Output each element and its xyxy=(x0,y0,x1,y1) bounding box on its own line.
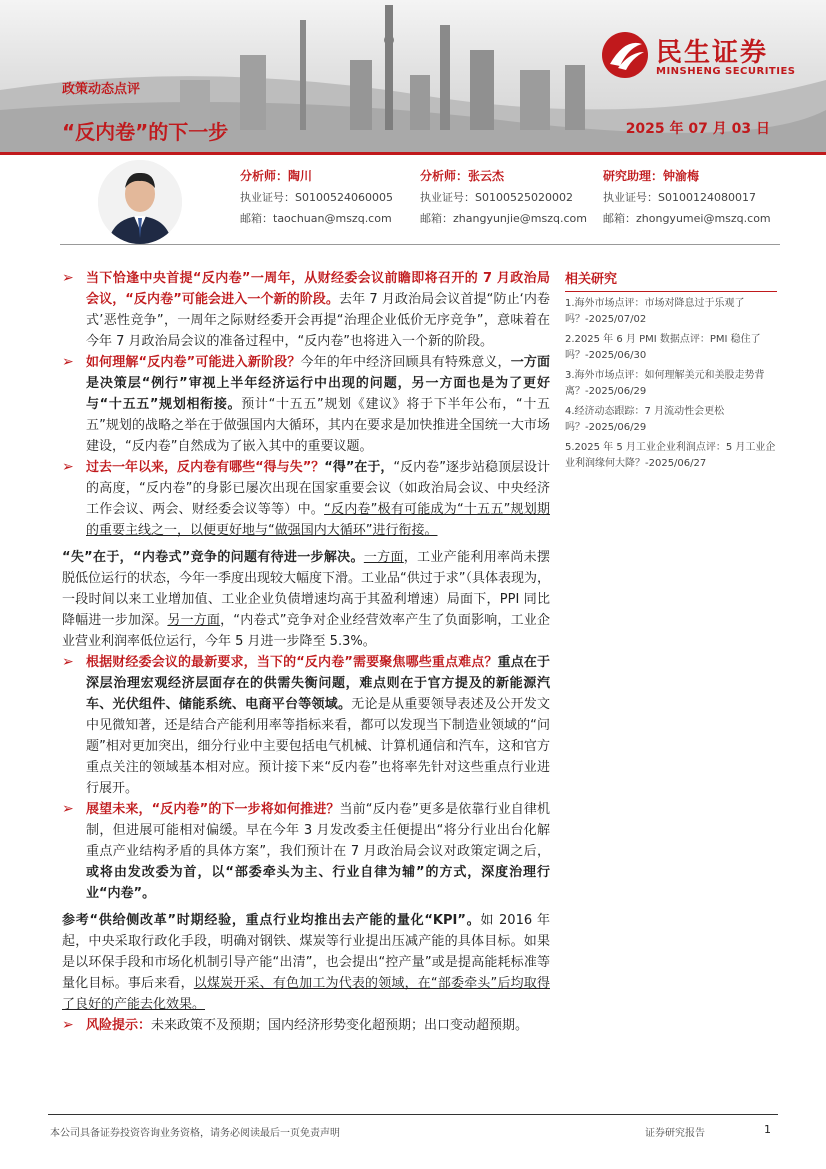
related-item[interactable]: 3.海外市场点评：如何理解美元和美股走势背离？-2025/06/29 xyxy=(565,370,765,397)
related-research xyxy=(565,268,777,476)
company-logo xyxy=(600,30,810,82)
logo-chinese: 民生证券 xyxy=(656,38,769,68)
analyst-name: 研究助理：钟渝梅 xyxy=(603,169,700,183)
minsheng-logo-icon xyxy=(600,30,650,80)
bullet-arrow-icon: ➢ xyxy=(62,354,74,370)
bullet-arrow-icon: ➢ xyxy=(62,1017,74,1033)
footer-divider xyxy=(48,1114,778,1115)
paragraph-risk: ➢ 风险提示：未来政策不及预期；国内经济形势变化超预期；出口变动超预期。 xyxy=(62,1015,550,1036)
report-body xyxy=(62,268,550,1036)
related-item[interactable]: 5.2025 年 5 月工业企业利润点评：5 月工业企业利润缘何大降？-2025/06/27 xyxy=(565,442,776,469)
paragraph-7: 参考“供给侧改革”时期经验，重点行业均推出去产能的量化“KPI”。如 2016 年起，中央采取行政化手段，明确对钢铁、煤炭等行业提出压减产能的具体目标。如果是以环保手段和市场化机制引导产能“出清”，也会提出“控产量”或是提高能耗标准等量化目标。事后来看，以煤炭开采、有色加工为代表的领域，在“部委牵头”后均取得了良好的产能去化效果。 xyxy=(62,913,550,1012)
analyst-divider xyxy=(60,244,780,245)
header-divider xyxy=(0,152,826,155)
report-category: 政策动态点评 xyxy=(62,82,141,97)
paragraph-6: ➢ 展望未来，“反内卷”的下一步将如何推进？当前“反内卷”更多是依靠行业自律机制，但进展可能相对偏缓。早在今年 3 月发改委主任便提出“将分行业出台化解重点产业结构矛盾的具体方案”，我们预计在 7 月政治局会议对政策定调之后，或将由发改委为首，以“部委牵头为主、行业自律为辅”的方式，深度治理行业“内卷”。 xyxy=(62,801,550,901)
related-research-heading: 相关研究 xyxy=(565,272,618,287)
analyst-2 xyxy=(420,166,587,229)
analyst-cert: 执业证号：S0100124080017 xyxy=(603,191,756,204)
logo-english: MINSHENG SECURITIES xyxy=(656,66,796,77)
analyst-email[interactable]: 邮箱：zhangyunjie@mszq.com xyxy=(420,212,587,225)
paragraph-5: ➢ 根据财经委会议的最新要求，当下的“反内卷”需要聚焦哪些重点难点？重点在于深层治理宏观经济层面存在的供需失衡问题，难点则在于官方提及的新能源汽车、光伏组件、储能系统、电商平台等领域。无论是从重要领导表述及公开发文中见微知著，还是结合产能利用率等指标来看，都可以发现当下制造业领域的“问题”相对更加突出，细分行业中主要包括电气机械、计算机通信和汽车，这和官方重点关注的领域基本相对应。预计接下来“反内卷”也将率先针对这些重点行业进行展开。 xyxy=(62,654,550,796)
related-item[interactable]: 2.2025 年 6 月 PMI 数据点评：PMI 稳住了吗？-2025/06/30 xyxy=(565,334,761,361)
analyst-name: 分析师：陶川 xyxy=(240,169,313,183)
report-title: “反内卷”的下一步 xyxy=(62,120,229,144)
footer-report-type: 证券研究报告 xyxy=(645,1128,705,1139)
paragraph-3: ➢ 过去一年以来，反内卷有哪些“得与失”？“得”在于，“反内卷”逐步站稳顶层设计的高度，“反内卷”的身影已屡次出现在国家重要会议（如政治局会议、中央经济工作会议、两会、财经委会议等等）中。“反内卷”极有可能成为“十五五”规划期的重要主线之一，以便更好地与“做强国内大循环”进行衔接。 xyxy=(62,459,550,538)
sidebar-divider xyxy=(565,291,777,292)
analyst-email[interactable]: 邮箱：zhongyumei@mszq.com xyxy=(603,212,771,225)
bullet-arrow-icon: ➢ xyxy=(62,801,74,817)
related-item[interactable]: 1.海外市场点评：市场对降息过于乐观了吗？-2025/07/02 xyxy=(565,298,745,325)
analyst-cert: 执业证号：S0100524060005 xyxy=(240,191,393,204)
analyst-3 xyxy=(603,166,771,229)
paragraph-1: ➢ 当下恰逢中央首提“反内卷”一周年，从财经委会议前瞻即将召开的 7 月政治局会议，“反内卷”可能会进入一个新的阶段。去年 7 月政治局会议首提“防止‘内卷式’恶性竞争”，一周年之际财经委开会再提“治理企业低价无序竞争”，意味着在今年 7 月政治局会议的准备过程中，“反内卷”也将进入一个新的阶段。 xyxy=(62,270,550,349)
paragraph-2: ➢ 如何理解“反内卷”可能进入新阶段？今年的年中经济回顾具有特殊意义，一方面是决策层“例行”审视上半年经济运行中出现的问题，另一方面也是为了更好与“十五五”规划相衔接。预计“十五五”规划《建议》将于下半年公布，“十五五”规划的战略之举在于做强国内大循环，其内在要求是加快推进全国统一大市场建设，“反内卷”自然成为了嵌入其中的重要议题。 xyxy=(62,354,550,454)
paragraph-4: “失”在于，“内卷式”竞争的问题有待进一步解决。一方面，工业产能利用率尚未摆脱低位运行的状态，今年一季度出现较大幅度下滑。工业品“供过于求”（具体表现为，一段时间以来工业增加值、工业企业负债增速均高于其盈利增速）局面下，PPI 同比降幅进一步加深。另一方面，“内卷式”竞争对企业经营效率产生了负面影响，工业企业营业利润率低位运行，今年 5 月进一步降至 5.3%。 xyxy=(62,550,550,649)
page-number: 1 xyxy=(764,1123,771,1136)
report-date: 2025 年 07 月 03 日 xyxy=(625,121,770,137)
bullet-arrow-icon: ➢ xyxy=(62,459,74,475)
footer-disclaimer: 本公司具备证券投资咨询业务资格，请务必阅读最后一页免责声明 xyxy=(50,1128,340,1139)
analyst-name: 分析师：张云杰 xyxy=(420,169,505,183)
related-item[interactable]: 4.经济动态跟踪：7 月流动性会更松吗？-2025/06/29 xyxy=(565,406,725,433)
analyst-photo xyxy=(98,160,182,244)
bullet-arrow-icon: ➢ xyxy=(62,270,74,286)
analyst-email[interactable]: 邮箱：taochuan@mszq.com xyxy=(240,212,392,225)
bullet-arrow-icon: ➢ xyxy=(62,654,74,670)
analyst-cert: 执业证号：S0100525020002 xyxy=(420,191,573,204)
analyst-1 xyxy=(240,166,393,229)
